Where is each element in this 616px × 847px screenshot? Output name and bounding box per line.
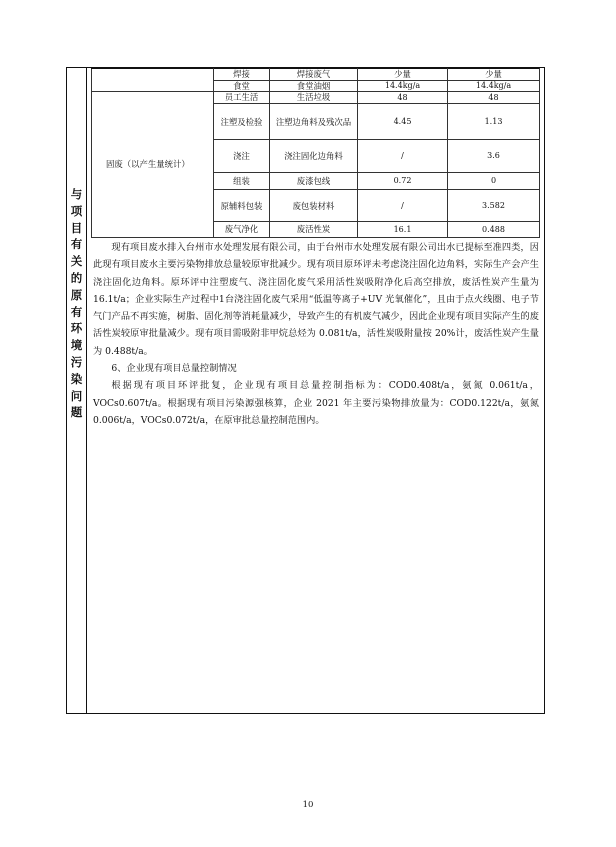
table-row — [92, 69, 540, 81]
approved-value-cell: 少量 — [358, 69, 448, 81]
paragraph-wastewater: 现有项目废水排入台州市水处理发展有限公司，由于台州市水处理发展有限公司出水已提标至准四类，因此现有项目废水主要污染物排放总量较原审批减少。现有项目原环评未考虑浇注固化边角料，实际生产会产生浇注固化边角料。原环评中注塑废气、浇注固化废气采用活性炭吸附净化后高空排放，废活性炭产生量为16.1t/a；企业实际生产过程中1台浇注固化废气采用“低温等离子+UV 光氧催化”，且由于点火线圈、电子节气门产品不再实施，树脂、固化剂等消耗量减少，导致产生的有机废气减少，因此企业现有项目实际产生的废活性炭较原审批量减少。现有项目需吸附非甲烷总烃为 0.081t/a，活性炭吸附量按 20%计，废活性炭产生量为 0.488t/a。 — [93, 242, 539, 357]
actual-value-cell: 1.13 — [448, 104, 540, 140]
pollutant-cell: 焊接废气 — [270, 69, 358, 81]
side-title-char: 污 — [70, 354, 83, 369]
actual-value-cell: 0 — [448, 173, 540, 190]
side-title-char: 目 — [70, 220, 83, 235]
side-title-char: 关 — [70, 254, 83, 269]
side-title — [67, 186, 86, 421]
side-title-char: 染 — [70, 371, 83, 386]
process-cell: 原辅料包装 — [214, 190, 270, 222]
side-title-char: 有 — [70, 304, 83, 319]
body-text — [93, 239, 539, 429]
category-cell: 固废（以产生量统计） — [92, 92, 214, 238]
actual-value-cell: 0.488 — [448, 222, 540, 238]
section-frame — [66, 67, 545, 714]
side-title-char: 环 — [70, 321, 83, 336]
process-cell: 食堂 — [214, 81, 270, 92]
approved-value-cell: 16.1 — [358, 222, 448, 238]
actual-value-cell: 3.582 — [448, 190, 540, 222]
side-title-char: 与 — [70, 187, 83, 201]
actual-value-cell: 48 — [448, 92, 540, 104]
approved-value-cell: 48 — [358, 92, 448, 104]
process-cell: 焊接 — [214, 69, 270, 81]
pollutant-cell: 浇注固化边角料 — [270, 140, 358, 173]
approved-value-cell: 4.45 — [358, 104, 448, 140]
pollutant-cell: 废包装材料 — [270, 190, 358, 222]
emissions-table — [91, 68, 540, 238]
approved-value-cell: / — [358, 190, 448, 222]
approved-value-cell: / — [358, 140, 448, 173]
table-row — [92, 92, 540, 104]
pollutant-cell: 废漆包线 — [270, 173, 358, 190]
side-title-char: 原 — [70, 287, 83, 302]
process-cell: 废气净化 — [214, 222, 270, 238]
side-title-char: 有 — [70, 237, 83, 252]
section-content — [87, 68, 544, 713]
actual-value-cell: 14.4kg/a — [448, 81, 540, 92]
process-cell: 员工生活 — [214, 92, 270, 104]
side-title-char: 项 — [70, 203, 83, 218]
actual-value-cell: 少量 — [448, 69, 540, 81]
approved-value-cell: 14.4kg/a — [358, 81, 448, 92]
pollutant-cell: 生活垃圾 — [270, 92, 358, 104]
category-cell — [92, 69, 214, 92]
paragraph-total-control: 根据现有项目环评批复，企业现有项目总量控制指标为：COD0.408t/a，氨氮 0.061t/a，VOCs0.607t/a。根据现有项目污染源强核算，企业 2021 年主要污染物排放量为：COD0.122t/a，氨氮 0.006t/a，VOCs0.072t/a，在原审批总量控制范围内。 — [93, 380, 539, 426]
side-title-char: 题 — [70, 405, 83, 420]
actual-value-cell: 3.6 — [448, 140, 540, 173]
side-title-char: 问 — [70, 388, 83, 403]
section-heading: 6、企业现有项目总量控制情况 — [111, 363, 237, 375]
side-title-char: 的 — [70, 270, 83, 285]
page-number: 10 — [302, 800, 314, 810]
pollutant-cell: 食堂油烟 — [270, 81, 358, 92]
side-title-char: 境 — [70, 338, 83, 353]
process-cell: 组装 — [214, 173, 270, 190]
approved-value-cell: 0.72 — [358, 173, 448, 190]
process-cell: 注塑及检验 — [214, 104, 270, 140]
pollutant-cell: 废活性炭 — [270, 222, 358, 238]
process-cell: 浇注 — [214, 140, 270, 173]
pollutant-cell: 注塑边角料及残次品 — [270, 104, 358, 140]
side-column — [67, 68, 87, 713]
